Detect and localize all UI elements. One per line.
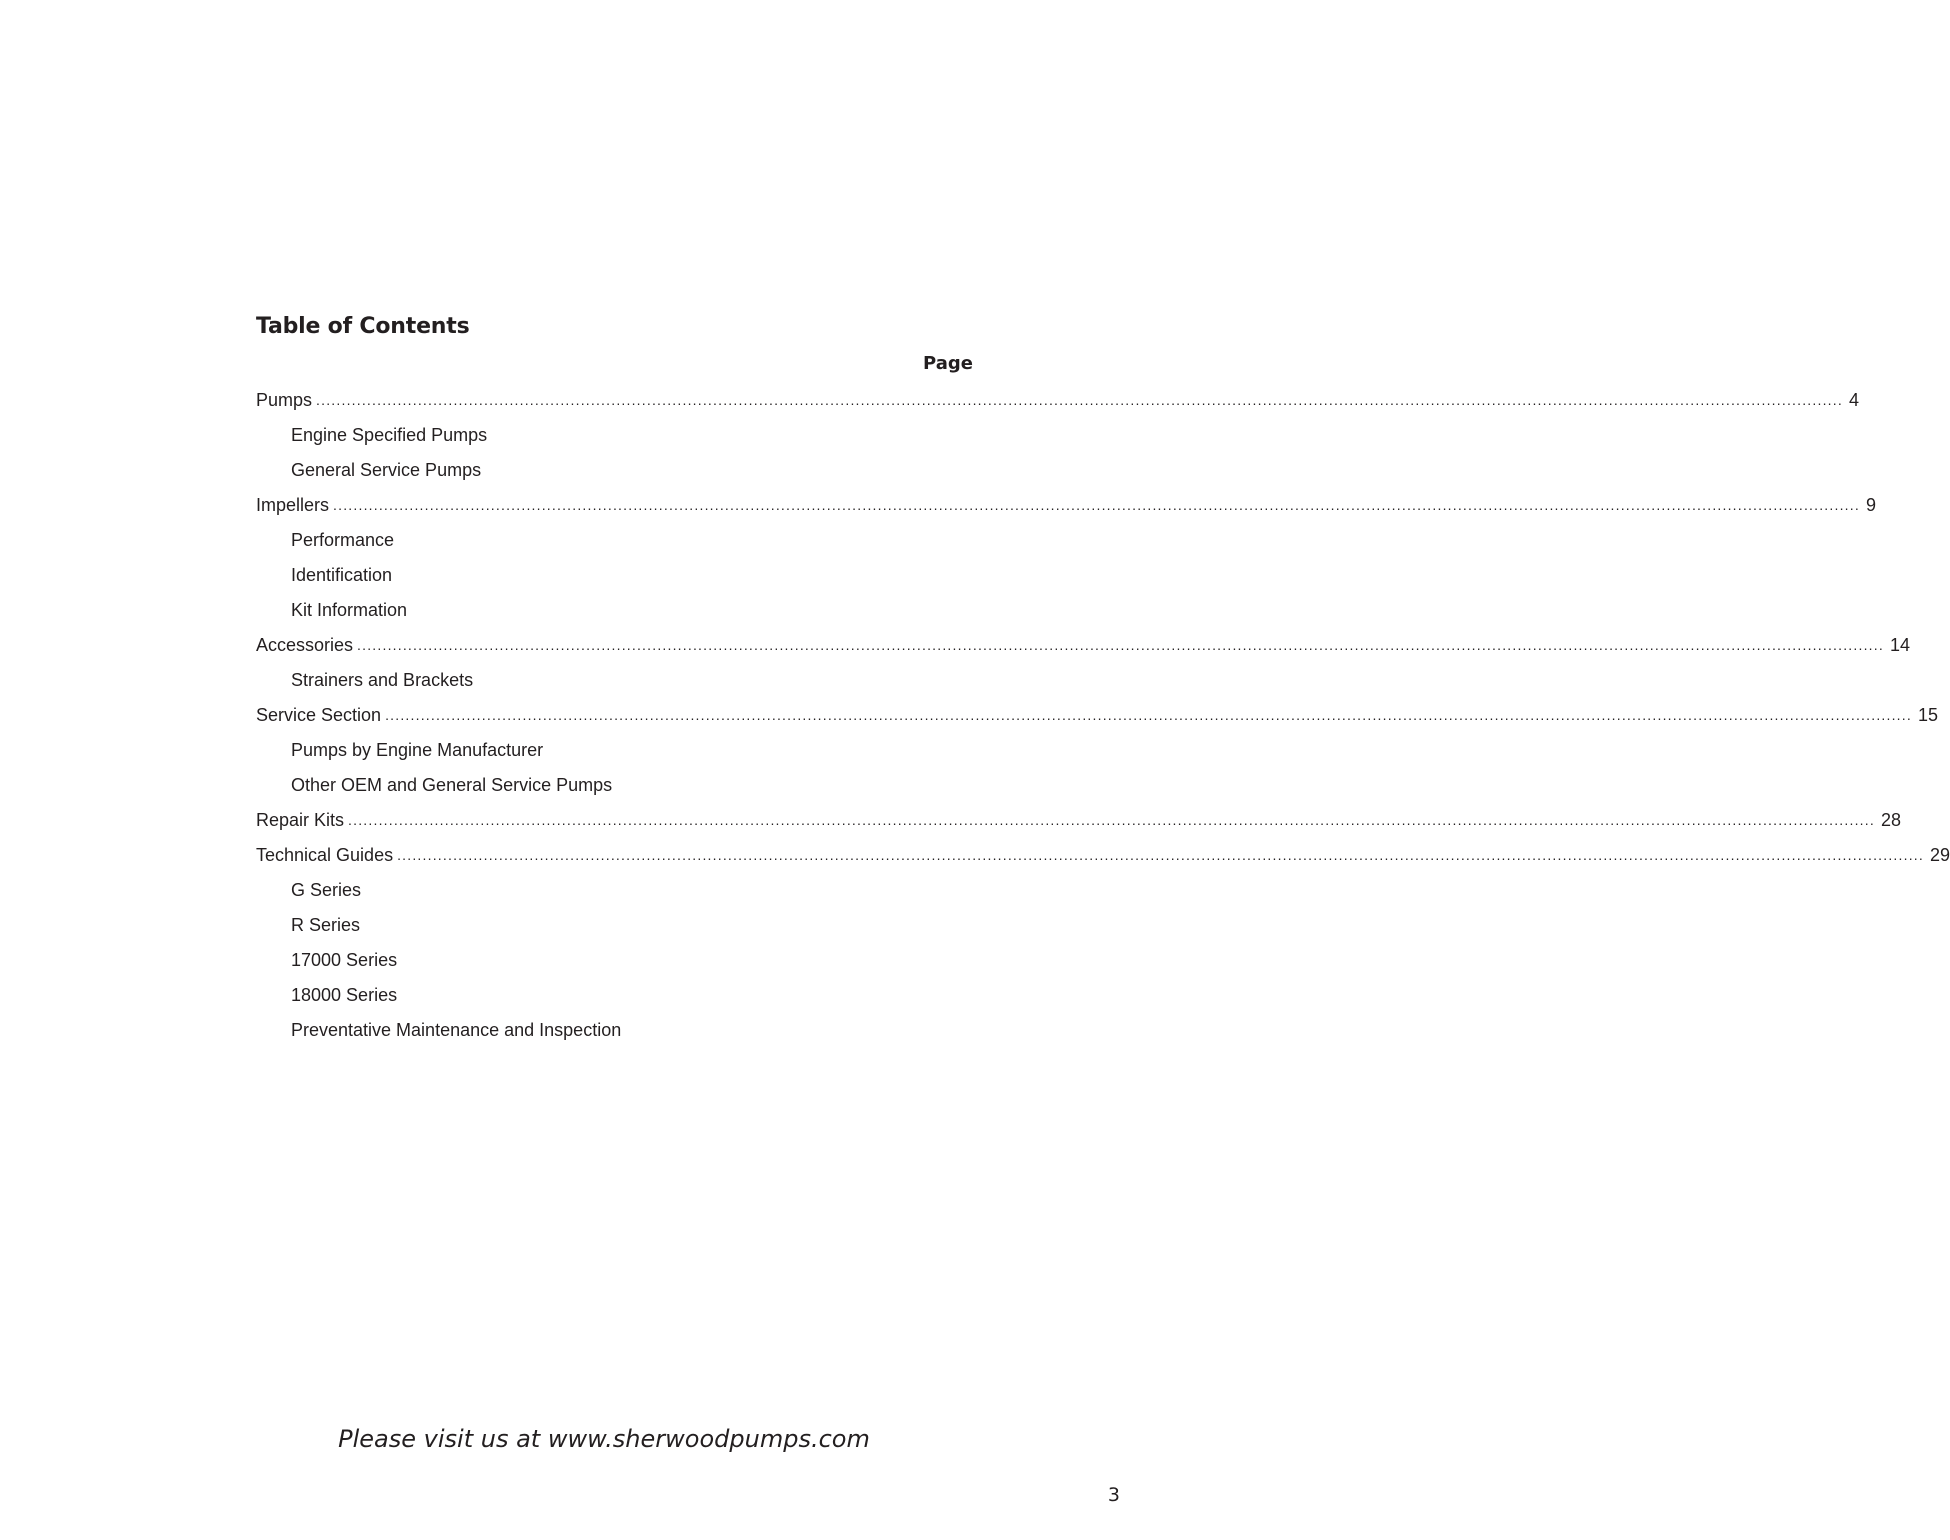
toc-entry[interactable] — [256, 698, 1938, 733]
toc-subentry — [256, 733, 973, 768]
toc-entry[interactable] — [256, 488, 1876, 523]
dot-leader: ............................................................................................................................................................................................................................................................................................................ — [357, 637, 1884, 653]
toc-entry-label: Service Section — [256, 705, 382, 725]
toc-entry-page: 14 — [1889, 635, 1910, 655]
page-number: 3 — [1107, 1484, 1120, 1506]
toc-subentry — [256, 768, 973, 803]
toc-entry[interactable] — [256, 628, 1910, 663]
toc-subentry-label: R Series — [291, 915, 361, 935]
toc-entry-label: Pumps — [256, 390, 313, 410]
toc-subentry — [256, 453, 973, 488]
website-footer: Please visit us at www.sherwoodpumps.com — [338, 1425, 870, 1453]
page-column-header: Page — [923, 353, 973, 374]
toc-subentry-label: Performance — [291, 530, 395, 550]
toc-entry-page: 28 — [1880, 810, 1901, 830]
toc-entry-page: 4 — [1848, 390, 1859, 410]
toc-subentry — [256, 418, 973, 453]
toc-entry-label: Impellers — [256, 495, 330, 515]
dot-leader: ............................................................................................................................................................................................................................................................................................................ — [333, 497, 1860, 513]
dot-leader: ............................................................................................................................................................................................................................................................................................................ — [385, 707, 1912, 723]
toc-subentry — [256, 523, 973, 558]
toc-entry-label: Accessories — [256, 635, 354, 655]
toc-entry-page: 9 — [1865, 495, 1876, 515]
toc-entry-label: Technical Guides — [256, 845, 394, 865]
toc-subentry-label: Other OEM and General Service Pumps — [291, 775, 613, 795]
toc-subentry — [256, 943, 973, 978]
toc-subentry-label: Pumps by Engine Manufacturer — [291, 740, 544, 760]
toc-subentry — [256, 663, 973, 698]
toc-entry-page: 15 — [1917, 705, 1938, 725]
toc-subentry-label: 18000 Series — [291, 985, 398, 1005]
toc-title: Table of Contents — [256, 314, 470, 339]
toc-subentry-label: Kit Information — [291, 600, 408, 620]
toc-subentry — [256, 978, 973, 1013]
dot-leader: ............................................................................................................................................................................................................................................................................................................ — [348, 812, 1875, 828]
toc-subentry — [256, 908, 973, 943]
toc-entry[interactable] — [256, 383, 1859, 418]
toc-subentry-label: Engine Specified Pumps — [291, 425, 488, 445]
toc-subentry — [256, 558, 973, 593]
dot-leader: ............................................................................................................................................................................................................................................................................................................ — [397, 847, 1924, 863]
toc-entry[interactable] — [256, 838, 1950, 873]
dot-leader: ............................................................................................................................................................................................................................................................................................................ — [316, 392, 1843, 408]
toc-subentry — [256, 1013, 973, 1048]
toc-subentry-label: Preventative Maintenance and Inspection — [291, 1020, 622, 1040]
toc-entry-page: 29 — [1929, 845, 1950, 865]
toc-list — [256, 383, 1950, 1048]
toc-subentry-label: 17000 Series — [291, 950, 398, 970]
toc-entry-label: Repair Kits — [256, 810, 345, 830]
toc-subentry — [256, 873, 973, 908]
toc-entry[interactable] — [256, 803, 1901, 838]
toc-subentry-label: Identification — [291, 565, 393, 585]
toc-subentry-label: Strainers and Brackets — [291, 670, 474, 690]
toc-subentry-label: G Series — [291, 880, 362, 900]
toc-subentry-label: General Service Pumps — [291, 460, 482, 480]
toc-subentry — [256, 593, 973, 628]
